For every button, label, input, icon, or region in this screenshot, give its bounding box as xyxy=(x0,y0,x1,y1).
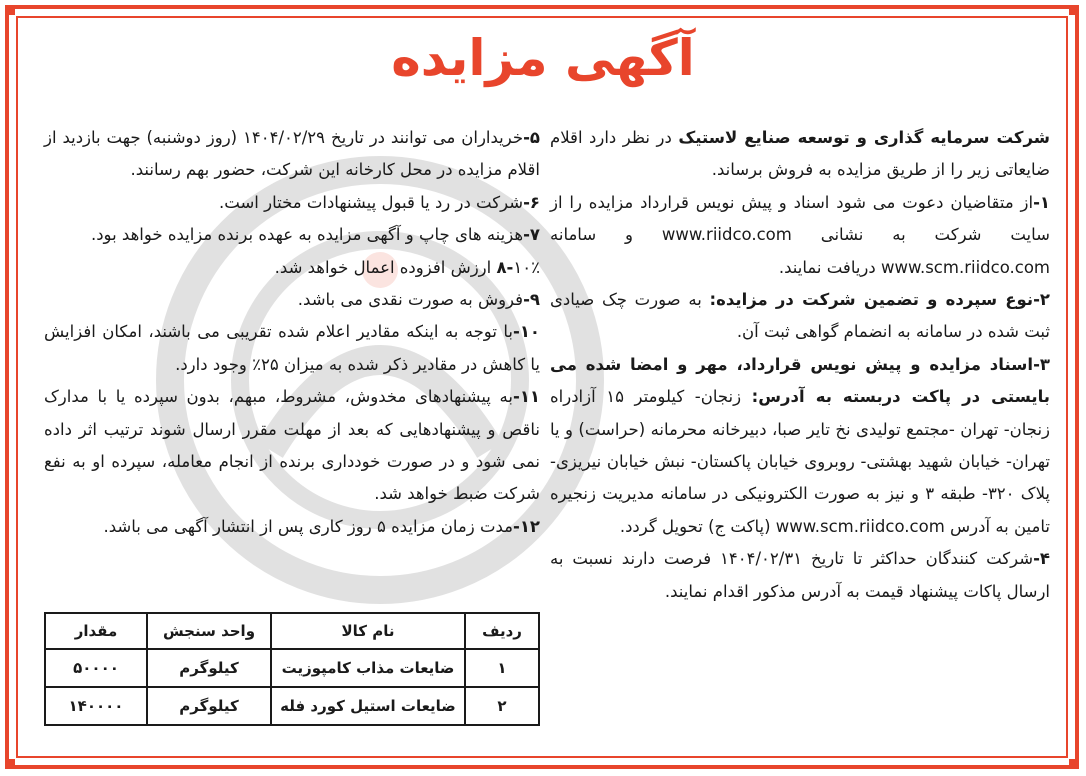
clause-heading: نوع سپرده و تضمین شرکت در مزایده: xyxy=(709,290,1034,310)
cell-item-name: ضایعات استیل کورد فله xyxy=(271,687,465,725)
cell-item-name: ضایعات مذاب کامپوزیت xyxy=(271,649,465,687)
clause-5 xyxy=(44,122,540,187)
header-item-name: نام کالا xyxy=(271,613,465,649)
clause-text: از متقاضیان دعوت می شود اسناد و پیش نویس قرارداد مزایده را از سایت شرکت به نشانی www.riidco.com و سامانه www.scm.riidco.com دریافت نمایند. xyxy=(550,192,1050,277)
clause-12 xyxy=(44,511,540,543)
intro-text: در نظر دارد اقلام ضایعاتی زیر را از طریق مزایده به فروش برساند. xyxy=(550,128,1050,180)
clause-number: ۱۱- xyxy=(512,387,540,407)
clause-number: ۵- xyxy=(523,128,540,147)
corner-ornament xyxy=(5,5,15,15)
items-table xyxy=(44,612,540,726)
clause-number: ۲- xyxy=(1033,290,1050,310)
clause-text: هزینه های چاپ و آگهی مزایده به عهده برنده مزایده خواهد بود. xyxy=(90,225,524,245)
clause-number: ۳- xyxy=(1033,354,1050,374)
clause-10 xyxy=(44,316,540,381)
right-column xyxy=(550,122,1050,608)
header-unit: واحد سنجش xyxy=(147,613,271,649)
clause-number: ۱۲- xyxy=(512,516,540,536)
clause-7 xyxy=(44,219,540,251)
clause-text: با توجه به اینکه مقادیر اعلام شده تقریبی می باشند، امکان افزایش یا کاهش در مقادیر ذکر شده به میزان ۲۵٪ وجود دارد. xyxy=(44,322,540,374)
clause-text: شرکت در رد یا قبول پیشنهادات مختار است. xyxy=(219,192,524,212)
page-title: آگهی مزایده xyxy=(391,29,695,87)
cell-row-number: ۲ xyxy=(465,687,539,725)
clause-3 xyxy=(550,349,1050,543)
clause-number: ۴- xyxy=(1033,549,1050,569)
header-row-number: ردیف xyxy=(465,613,539,649)
clause-text: زنجان- کیلومتر ۱۵ آزادراه زنجان- تهران -مجتمع تولیدی نخ تایر صبا، دبیرخانه محرمانه (حراست) و یا تهران- خیابان شهید بهشتی- روبروی خیابان پاکستان- نبش خیابان نیریزی- پلاک ۳۲۰- طبقه ۳ و نیز به صورت الکترونیکی در سامانه مدیریت زنجیره تامین به آدرس www.scm.riidco.com (پاکت ج) تحویل گردد. xyxy=(550,387,1051,536)
clause-4 xyxy=(550,543,1050,608)
header-quantity: مقدار xyxy=(45,613,147,649)
left-column xyxy=(44,122,540,543)
clause-number: ۱- xyxy=(1033,192,1050,212)
cell-quantity: ۱۴۰۰۰۰ xyxy=(45,687,147,725)
clause-number: ۶- xyxy=(523,192,540,212)
clause-6 xyxy=(44,187,540,219)
company-name: شرکت سرمایه گذاری و توسعه صنایع لاستیک xyxy=(678,128,1051,147)
cell-unit: کیلوگرم xyxy=(147,649,271,687)
clause-text: ۱۰٪ ارزش افزوده اعمال خواهد شد. xyxy=(274,257,540,277)
table-header-row xyxy=(45,613,539,649)
corner-ornament xyxy=(1069,759,1079,769)
intro-paragraph xyxy=(550,122,1050,187)
clause-text: به پیشنهادهای مخدوش، مشروط، مبهم، بدون سپرده یا با مدارک ناقص و پیشنهادهایی که بعد از مهلت مقرر ارسال شوند ترتیب اثر داده نمی شود و در صورت خودداری برنده از انجام معامله، سپرده او به نفع شرکت ضبط خواهد شد. xyxy=(44,387,540,504)
clause-number: ۹- xyxy=(523,290,540,310)
clause-number: ۷- xyxy=(523,225,540,245)
clause-number: ۱۰- xyxy=(512,322,540,342)
cell-unit: کیلوگرم xyxy=(147,687,271,725)
clause-2 xyxy=(550,284,1050,349)
clause-text: به صورت چک صیادی ثبت شده در سامانه به انضمام گواهی ثبت آن. xyxy=(550,290,1050,342)
cell-row-number: ۱ xyxy=(465,649,539,687)
clause-11 xyxy=(44,381,540,511)
clause-number: ۸- xyxy=(496,257,514,277)
clause-9 xyxy=(44,284,540,316)
clause-text: خریداران می توانند در تاریخ ۱۴۰۴/۰۲/۲۹ (روز دوشنبه) جهت بازدید از اقلام مزایده در محل کارخانه این شرکت، حضور بهم رسانند. xyxy=(44,128,540,180)
corner-ornament xyxy=(1069,5,1079,15)
clause-1 xyxy=(550,187,1050,284)
clause-8 xyxy=(44,252,540,284)
clause-text: مدت زمان مزایده ۵ روز کاری پس از انتشار آگهی می باشد. xyxy=(103,516,513,536)
clause-text: فروش به صورت نقدی می باشد. xyxy=(297,290,524,310)
clause-heading: اسناد مزایده و پیش نویس قرارداد، مهر و امضا شده می بایستی در پاکت دربسته به آدرس: xyxy=(550,354,1050,407)
clause-text: شرکت کنندگان حداکثر تا تاریخ ۱۴۰۴/۰۲/۳۱ فرصت دارند نسبت به ارسال پاکات پیشنهاد قیمت به آدرس مذکور اقدام نمایند. xyxy=(550,549,1050,601)
table-row xyxy=(45,649,539,687)
corner-ornament xyxy=(5,759,15,769)
cell-quantity: ۵۰۰۰۰ xyxy=(45,649,147,687)
table-row xyxy=(45,687,539,725)
